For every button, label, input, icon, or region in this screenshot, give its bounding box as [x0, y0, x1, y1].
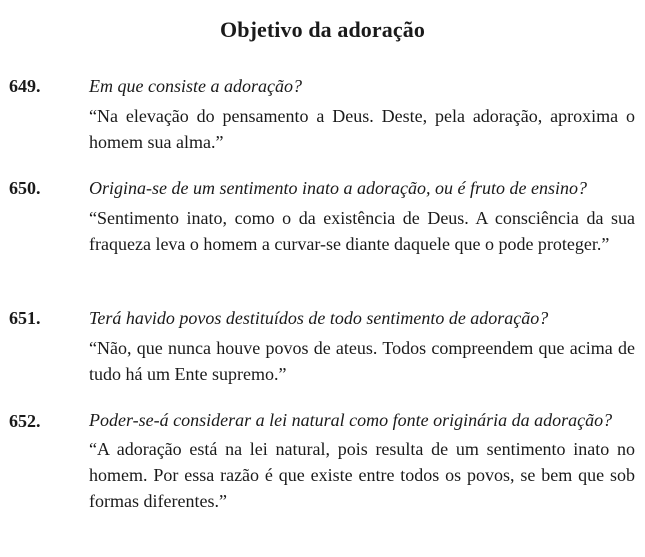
answer-text: “Na elevação do pensamento a Deus. Deste, pela adoração, aproxima o homem sua alma.”	[89, 106, 635, 152]
question-number: 650.	[9, 178, 41, 198]
answer-text: “Não, que nunca houve povos de ateus. Todos compreendem que acima de tudo há um Ente supremo.”	[89, 338, 635, 384]
question-number: 652.	[9, 411, 41, 431]
question-number: 649.	[9, 76, 41, 96]
entry-652	[9, 407, 635, 514]
section-title: Objetivo da adoração	[220, 17, 425, 42]
answer-text: “A adoração está na lei natural, pois resulta de um sentimento inato no homem. Por essa razão é que existe entre todos os povos, se bem que sob formas diferentes.”	[89, 439, 635, 511]
entry-650	[9, 174, 635, 257]
entry-651	[9, 304, 635, 387]
question-text: Em que consiste a adoração?	[89, 76, 302, 96]
answer-text: “Sentimento inato, como o da existência de Deus. A consciência da sua fraqueza leva o homem a curvar-se diante daquele que o pode proteger.”	[89, 208, 635, 254]
question-number: 651.	[9, 308, 41, 328]
question-text: Poder-se-á considerar a lei natural como fonte originária da adoração?	[89, 410, 613, 430]
question-text: Origina-se de um sentimento inato a adoração, ou é fruto de ensino?	[89, 178, 587, 198]
entry-649	[9, 72, 635, 155]
question-text: Terá havido povos destituídos de todo sentimento de adoração?	[89, 308, 549, 328]
